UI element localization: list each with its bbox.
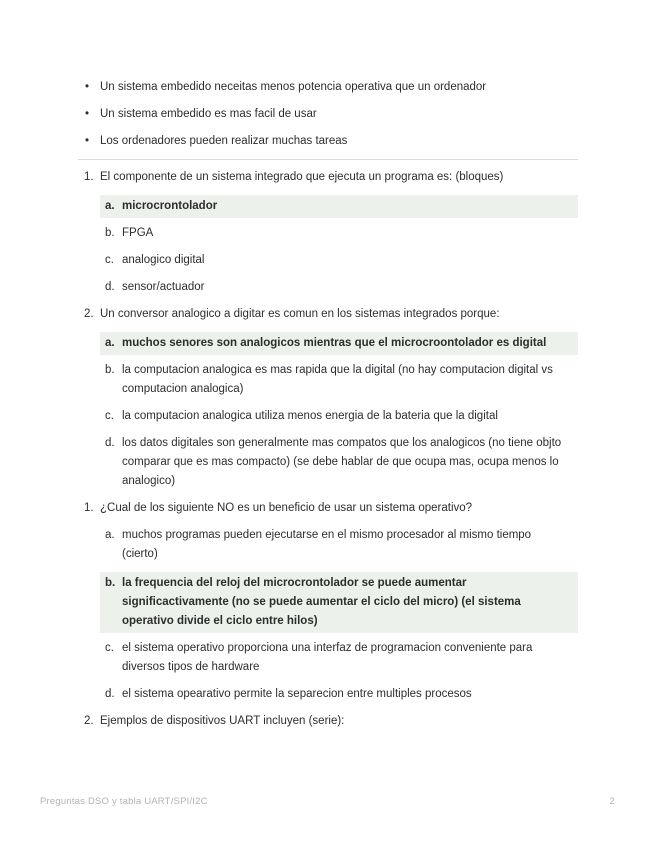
answer-option [100, 639, 578, 677]
question-number: 2. [84, 308, 94, 320]
bullet-item [78, 105, 578, 124]
question-item [78, 305, 578, 324]
bullet-icon: • [85, 81, 90, 93]
page-footer [40, 796, 615, 807]
question-item [78, 712, 578, 731]
option-text: la computacion analogica utiliza menos energia de la bateria que la digital [122, 410, 498, 422]
answer-option [100, 407, 578, 426]
answer-option [100, 251, 578, 270]
option-list [100, 526, 578, 704]
footer-page-number: 2 [609, 796, 615, 807]
bullet-text: Un sistema embedido es mas facil de usar [100, 108, 317, 120]
answer-option [100, 434, 578, 491]
answer-option [100, 278, 578, 297]
option-letter: c. [105, 410, 114, 422]
question-item [78, 499, 578, 518]
answer-option-highlighted [100, 332, 578, 355]
option-letter: c. [105, 254, 114, 266]
option-letter: a. [105, 337, 115, 349]
option-letter: b. [105, 227, 115, 239]
question-text: ¿Cual de los siguiente NO es un beneficio de usar un sistema operativo? [100, 502, 473, 514]
bullet-text: Los ordenadores pueden realizar muchas tareas [100, 135, 348, 147]
answer-option-highlighted [100, 195, 578, 218]
section-divider [78, 159, 578, 160]
question-block-1 [78, 168, 578, 491]
option-letter: c. [105, 642, 114, 654]
option-list [100, 332, 578, 491]
option-text: analogico digital [122, 254, 205, 266]
option-letter: b. [105, 364, 115, 376]
option-letter: a. [105, 529, 115, 541]
answer-option [100, 224, 578, 243]
option-letter: b. [105, 577, 116, 589]
question-block-2 [78, 499, 578, 731]
option-text: sensor/actuador [122, 281, 205, 293]
option-text: muchos senores son analogicos mientras que el microcroontolador es digital [122, 337, 547, 349]
answer-option [100, 685, 578, 704]
answer-option [100, 361, 578, 399]
option-letter: a. [105, 200, 115, 212]
question-item [78, 168, 578, 187]
question-text: Un conversor analogico a digitar es comun en los sistemas integrados porque: [100, 308, 500, 320]
bullet-item [78, 132, 578, 151]
option-list [100, 195, 578, 297]
option-text: la computacion analogica es mas rapida que la digital (no hay computacion digital vs computacion analogica) [122, 364, 553, 395]
question-number: 2. [84, 715, 94, 727]
question-text: Ejemplos de dispositivos UART incluyen (serie): [100, 715, 345, 727]
option-text: el sistema operativo proporciona una interfaz de programacion conveniente para diversos tipos de hardware [122, 642, 533, 673]
option-letter: d. [105, 688, 115, 700]
question-number: 1. [84, 171, 94, 183]
bullet-list [78, 78, 578, 151]
question-text: El componente de un sistema integrado que ejecuta un programa es: (bloques) [100, 171, 504, 183]
bullet-item [78, 78, 578, 97]
bullet-icon: • [85, 108, 90, 120]
option-text: la frequencia del reloj del microcrontolador se puede aumentar significactivamente (no se puede aumentar el ciclo del micro) (el sistema operativo divide el ciclo entre hilos) [122, 577, 521, 627]
option-text: el sistema opearativo permite la separecion entre multiples procesos [122, 688, 472, 700]
bullet-text: Un sistema embedido neceitas menos potencia operativa que un ordenador [100, 81, 487, 93]
option-letter: d. [105, 281, 115, 293]
option-letter: d. [105, 437, 115, 449]
footer-document-title: Preguntas DSO y tabla UART/SPI/I2C [40, 796, 208, 807]
option-text: muchos programas pueden ejecutarse en el mismo procesador al mismo tiempo (cierto) [122, 529, 532, 560]
option-text: los datos digitales son generalmente mas compatos que los analogicos (no tiene objto comparar que es mas compacto) (se debe hablar de que ocupa mas, ocupa menos lo analogico) [122, 437, 562, 487]
answer-option [100, 526, 578, 564]
answer-option-highlighted [100, 572, 578, 633]
option-text: microcrontolador [122, 200, 218, 212]
document-page [78, 78, 578, 739]
bullet-icon: • [85, 135, 90, 147]
question-number: 1. [84, 502, 94, 514]
option-text: FPGA [122, 227, 154, 239]
